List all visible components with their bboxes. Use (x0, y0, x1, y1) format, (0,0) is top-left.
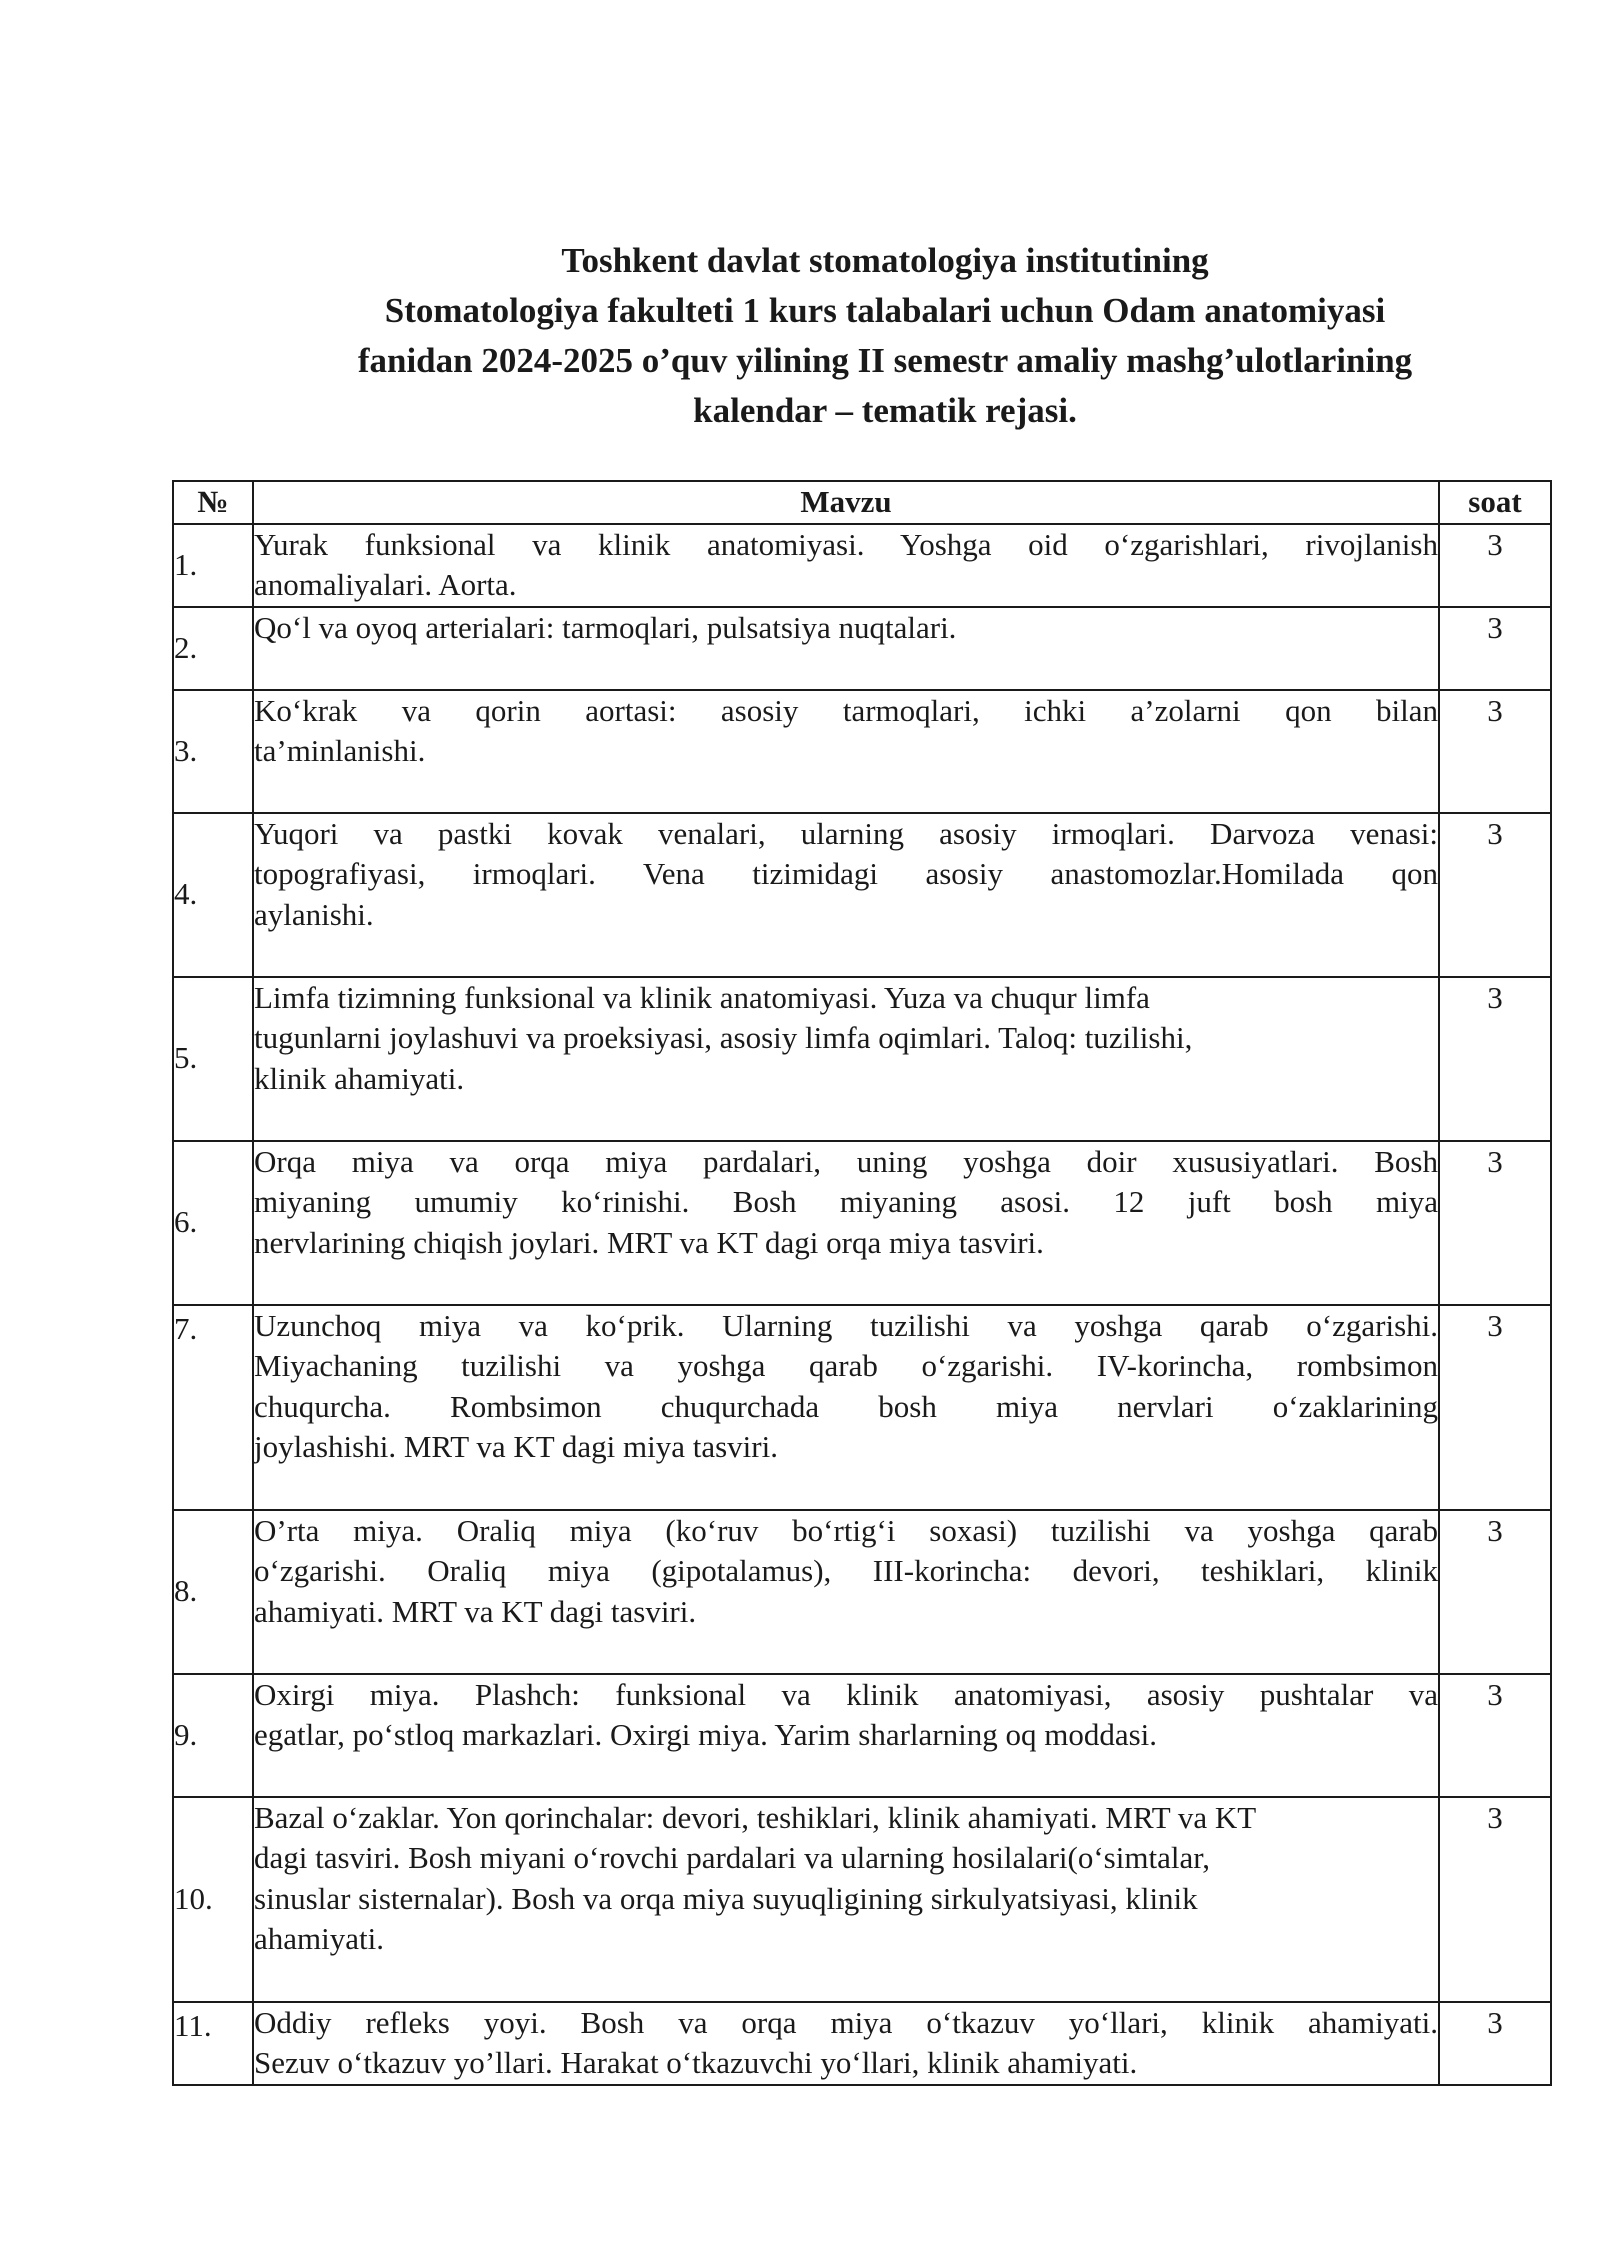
topic-line: ahamiyati. (254, 1921, 384, 1956)
topic-line: tugunlarni joylashuvi va proeksiyasi, asosiy limfa oqimlari. Taloq: tuzilishi, (254, 1020, 1193, 1055)
row-topic (253, 690, 1439, 813)
topic-line: Oddiy refleks yoyi. Bosh va orqa miya o‘tkazuv yo‘llari, klinik ahamiyati. (254, 2004, 1438, 2040)
row-topic (253, 607, 1439, 690)
topic-line: joylashishi. MRT va KT dagi miya tasviri. (254, 1429, 778, 1464)
row-number: 11. (173, 2002, 253, 2085)
table-row (173, 1797, 1551, 2002)
row-number: 3. (173, 690, 253, 813)
row-hours: 3 (1439, 977, 1551, 1141)
row-number: 7. (173, 1305, 253, 1510)
topic-line: O’rta miya. Oraliq miya (ko‘ruv bo‘rtig‘i soxasi) tuzilishi va yoshga qarab (254, 1512, 1438, 1548)
topic-line: Uzunchoq miya va ko‘prik. Ularning tuzilishi va yoshga qarab o‘zgarishi. (254, 1307, 1438, 1343)
title-line-2: Stomatologiya fakulteti 1 kurs talabalari uchun Odam anatomiyasi (384, 291, 1386, 330)
topic-line: sinuslar sisternalar). Bosh va orqa miya suyuqligining sirkulyatsiyasi, klinik (254, 1880, 1198, 1916)
topic-line: aylanishi. (254, 896, 374, 932)
row-number: 10. (173, 1797, 253, 2002)
table-row (173, 813, 1551, 977)
row-number: 2. (173, 607, 253, 690)
table-row (173, 977, 1551, 1141)
topic-line: Sezuv o‘tkazuv yo’llari. Harakat o‘tkazuvchi yo‘llari, klinik ahamiyati. (254, 2045, 1138, 2080)
row-topic (253, 1510, 1439, 1674)
row-topic (253, 524, 1439, 607)
topic-line: Limfa tizimning funksional va klinik anatomiyasi. Yuza va chuqur limfa (254, 979, 1150, 1015)
topic-line: nervlarining chiqish joylari. MRT va KT dagi orqa miya tasviri. (254, 1224, 1044, 1260)
title-line-4: kalendar – tematik rejasi. (693, 391, 1077, 430)
topic-line: chuqurcha. Rombsimon chuqurchada bosh miya nervlari o‘zaklarining (254, 1388, 1438, 1424)
row-topic (253, 1305, 1439, 1510)
row-topic (253, 1141, 1439, 1305)
row-topic (253, 2002, 1439, 2085)
topic-line: Oxirgi miya. Plashch: funksional va klinik anatomiyasi, asosiy pushtalar va (254, 1676, 1438, 1712)
row-hours: 3 (1439, 690, 1551, 813)
row-hours: 3 (1439, 1510, 1551, 1674)
table-row (173, 524, 1551, 607)
row-number: 6. (173, 1141, 253, 1305)
topic-line: o‘zgarishi. Oraliq miya (gipotalamus), III-korincha: devori, teshiklari, klinik (254, 1553, 1438, 1588)
row-hours: 3 (1439, 524, 1551, 607)
row-number: 4. (173, 813, 253, 977)
topic-line: Ko‘krak va qorin aortasi: asosiy tarmoqlari, ichki a’zolarni qon bilan (254, 692, 1438, 728)
topic-line: miyaning umumiy ko‘rinishi. Bosh miyaning asosi. 12 juft bosh miya (254, 1184, 1438, 1219)
row-topic (253, 977, 1439, 1141)
row-hours: 3 (1439, 813, 1551, 977)
document-title (250, 236, 1520, 436)
title-line-3: fanidan 2024-2025 o’quv yilining II semestr amaliy mashg’ulotlarining (357, 341, 1413, 380)
header-hours: soat (1439, 481, 1551, 524)
table-header-row (173, 481, 1551, 524)
topic-line: Yuqori va pastki kovak venalari, ularning asosiy irmoqlari. Darvoza venasi: (254, 815, 1438, 851)
header-topic: Mavzu (253, 481, 1439, 524)
topic-line: ta’minlanishi. (254, 733, 426, 768)
topic-line: dagi tasviri. Bosh miyani o‘rovchi pardalari va ularning hosilalari(o‘simtalar, (254, 1840, 1211, 1875)
topic-line: egatlar, po‘stloq markazlari. Oxirgi miya. Yarim sharlarning oq moddasi. (254, 1717, 1158, 1752)
topic-line: klinik ahamiyati. (254, 1060, 465, 1096)
table-row (173, 1305, 1551, 1510)
topic-line: Miyachaning tuzilishi va yoshga qarab o‘zgarishi. IV-korincha, rombsimon (254, 1348, 1438, 1383)
row-topic (253, 1674, 1439, 1797)
table-row (173, 2002, 1551, 2085)
topic-line: Orqa miya va orqa miya pardalari, uning yoshga doir xususiyatlari. Bosh (254, 1143, 1438, 1179)
topic-line: ahamiyati. MRT va KT dagi tasviri. (254, 1593, 697, 1629)
thematic-plan-table (172, 480, 1552, 2086)
row-number: 8. (173, 1510, 253, 1674)
row-topic (253, 813, 1439, 977)
row-hours: 3 (1439, 1674, 1551, 1797)
row-hours: 3 (1439, 1797, 1551, 2002)
topic-line: Qo‘l va oyoq arterialari: tarmoqlari, pulsatsiya nuqtalari. (254, 609, 957, 645)
row-number: 9. (173, 1674, 253, 1797)
topic-line: Bazal o‘zaklar. Yon qorinchalar: devori, teshiklari, klinik ahamiyati. MRT va KT (254, 1799, 1257, 1835)
row-number: 5. (173, 977, 253, 1141)
table-row (173, 1510, 1551, 1674)
table-row (173, 1141, 1551, 1305)
row-number: 1. (173, 524, 253, 607)
topic-line: Yurak funksional va klinik anatomiyasi. Yoshga oid o‘zgarishlari, rivojlanish (254, 526, 1438, 562)
topic-line: anomaliyalari. Aorta. (254, 567, 517, 602)
table-row (173, 607, 1551, 690)
row-hours: 3 (1439, 2002, 1551, 2085)
table-row (173, 690, 1551, 813)
table-row (173, 1674, 1551, 1797)
row-topic (253, 1797, 1439, 2002)
row-hours: 3 (1439, 1305, 1551, 1510)
row-hours: 3 (1439, 607, 1551, 690)
title-line-1: Toshkent davlat stomatologiya institutining (561, 241, 1209, 280)
row-hours: 3 (1439, 1141, 1551, 1305)
header-number: № (173, 481, 253, 524)
topic-line: topografiyasi, irmoqlari. Vena tizimidagi asosiy anastomozlar.Homilada qon (254, 856, 1438, 891)
